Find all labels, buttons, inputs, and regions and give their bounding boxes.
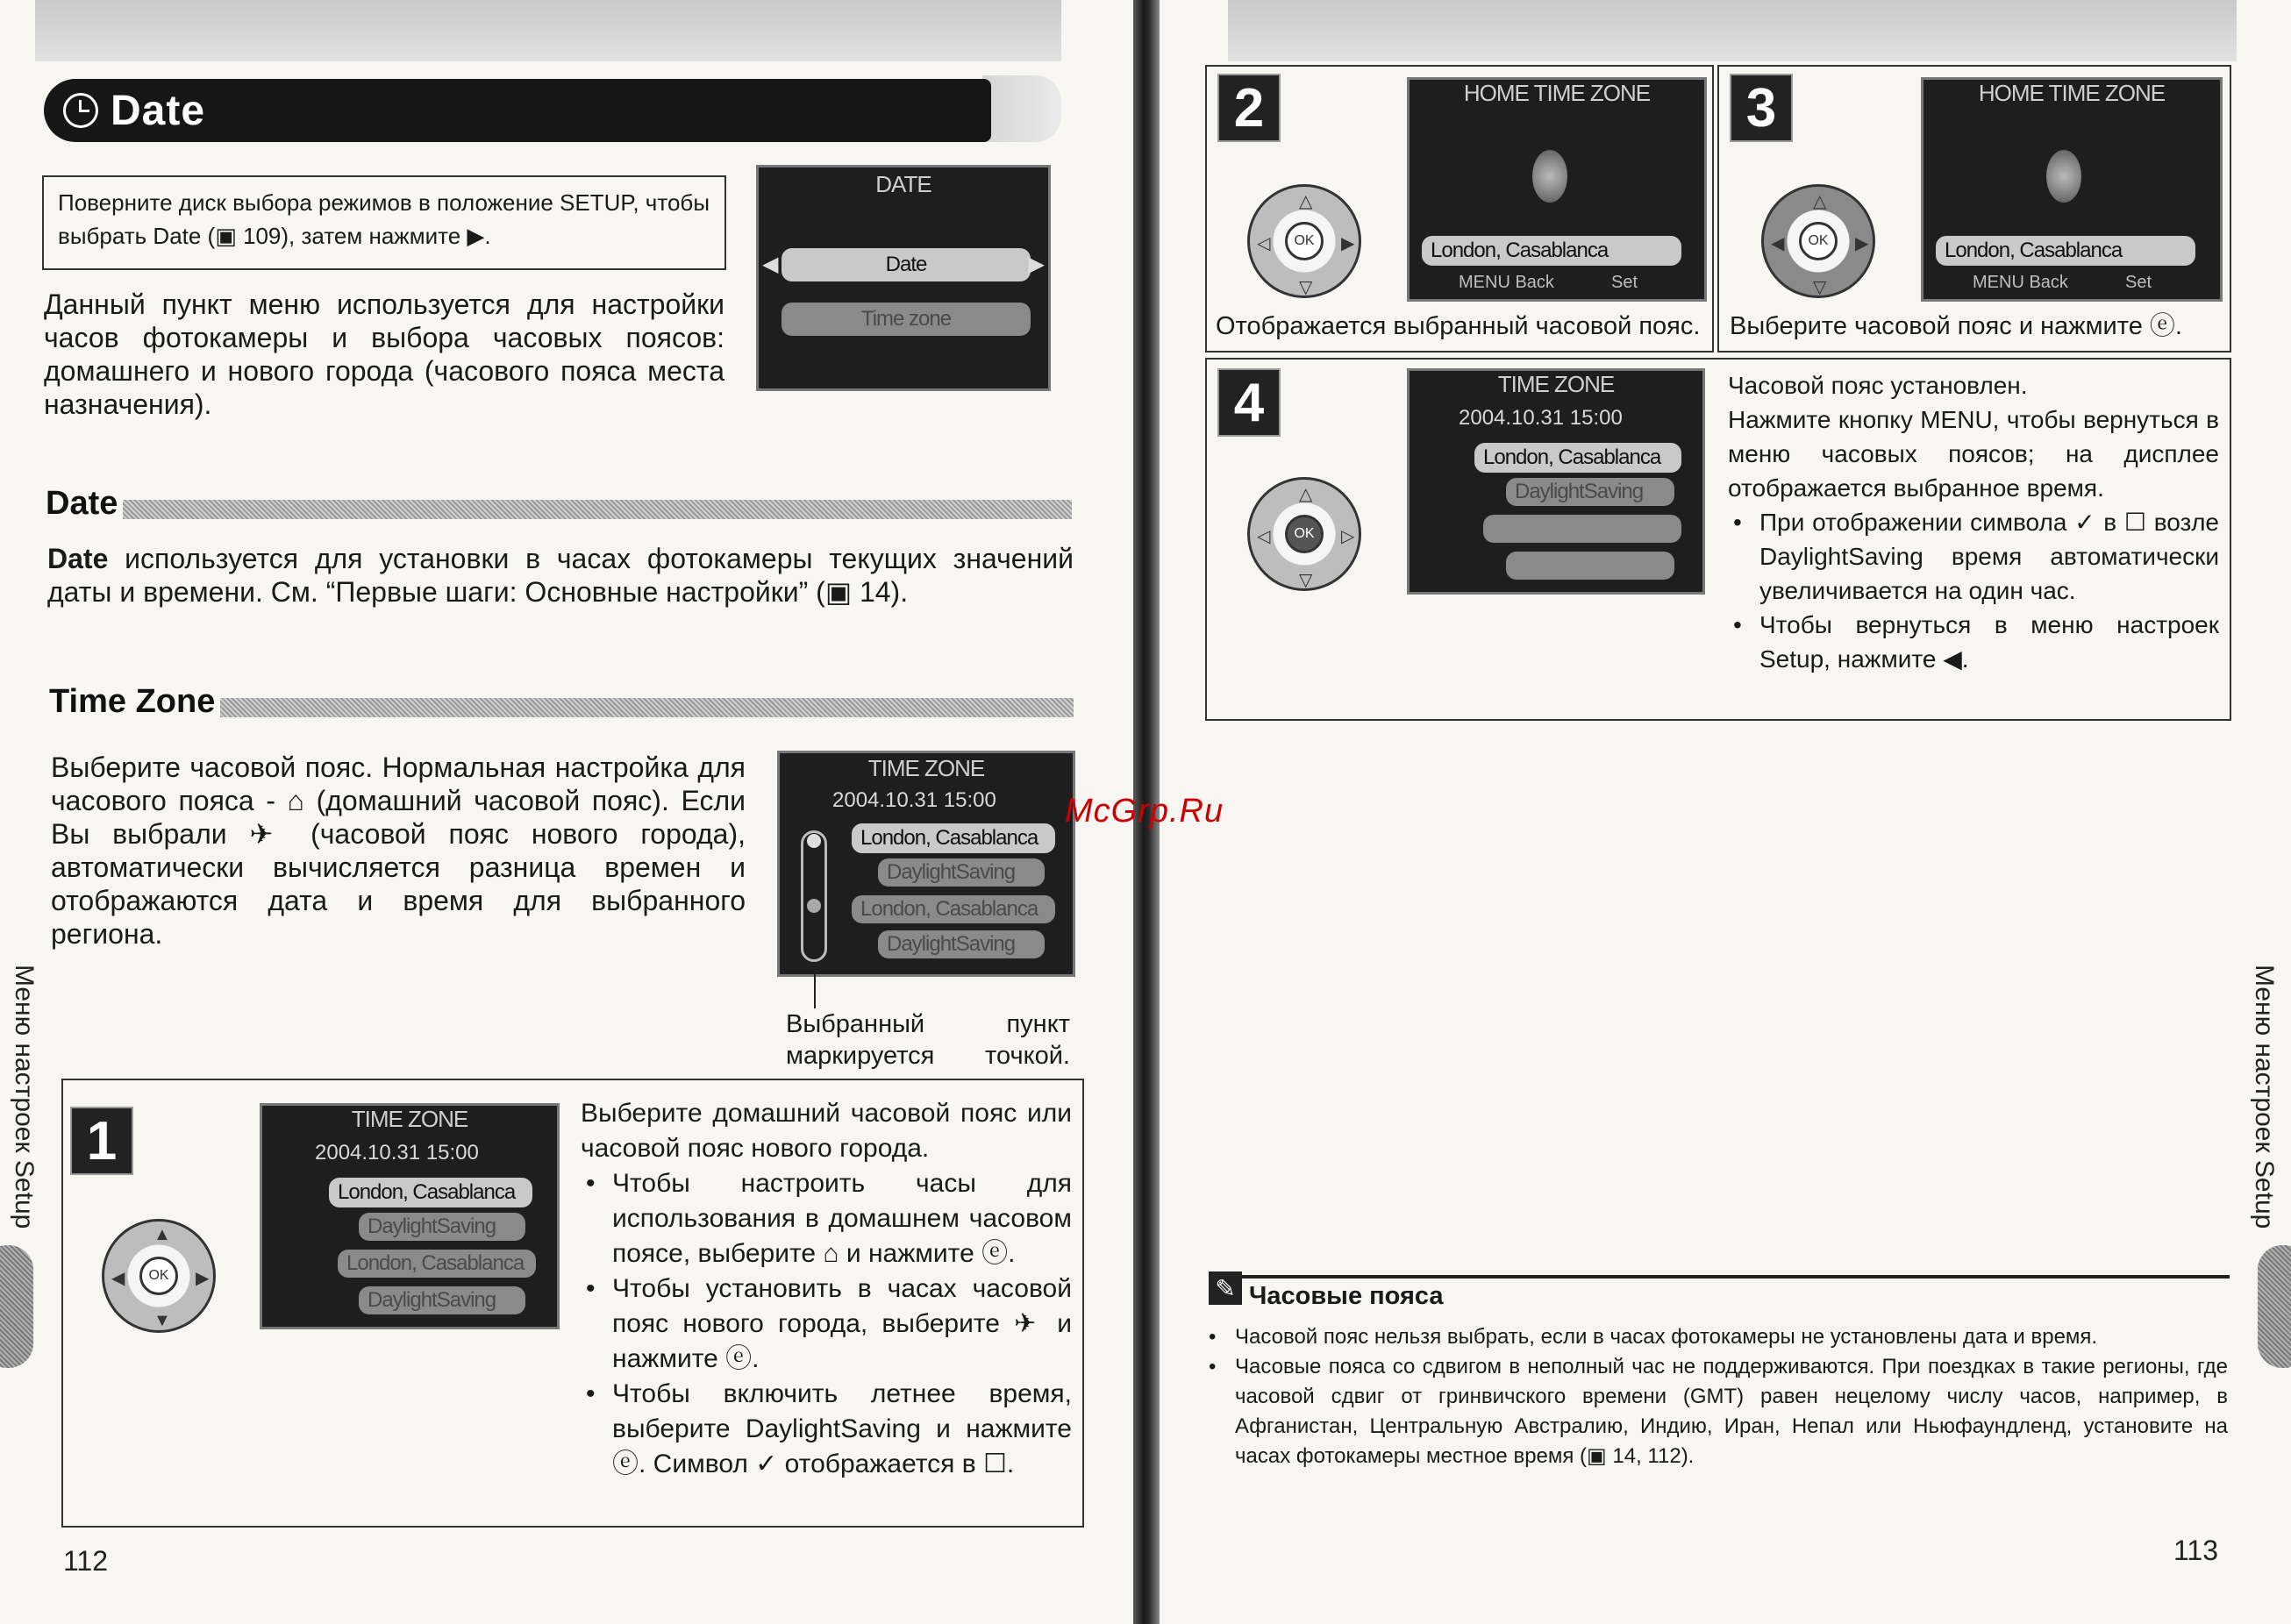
step3-back-hint: MENU Back <box>1973 273 2068 292</box>
tz-home-city[interactable]: London, Casablanca <box>852 823 1055 853</box>
step2-back-hint: MENU Back <box>1459 273 1554 292</box>
date-body: используется для установки в часах фотокамеры текущих значений даты и времени. См. “Первые шаги: Основные настройки” (▣ 14). <box>47 543 1074 608</box>
step1-dst2[interactable]: DaylightSaving <box>359 1286 525 1314</box>
step4-dst[interactable]: DaylightSaving <box>1506 478 1674 506</box>
right-side-label: Меню настроек Setup <box>2250 965 2279 1229</box>
step4-multiselector-icon: △ ▽ ◁ ▷ OK <box>1247 477 1361 591</box>
step4-number: 4 <box>1217 368 1281 437</box>
step4-bullet: • При отображении символа ✓ в ☐ возле DaylightSaving время автоматически увеличивается на один час. <box>1728 505 2219 608</box>
left-side-label: Меню настроек Setup <box>10 965 39 1229</box>
globe-icon <box>1532 150 1567 203</box>
step1-dst[interactable]: DaylightSaving <box>359 1213 525 1241</box>
clock-icon <box>63 93 98 128</box>
step2-set-hint: Set <box>1611 273 1638 292</box>
step1-bullet: • Чтобы настроить часы для использования в домашнем часовом поясе, выберите ⌂ и нажмите ⓔ. <box>581 1166 1072 1271</box>
section-date-heading: Date <box>46 479 1072 523</box>
watermark: McGrp.Ru <box>1065 793 1224 830</box>
step1-bullets <box>581 1166 1072 1482</box>
step1-screen <box>260 1103 560 1329</box>
left-side-tab <box>0 1245 33 1368</box>
home-dot-icon <box>807 834 821 848</box>
tz-selector-bracket <box>801 830 827 962</box>
section-date-text <box>47 542 1074 609</box>
title-bar-fade <box>982 75 1061 142</box>
date-menu-title: DATE <box>875 171 931 197</box>
step1-travel-city[interactable]: London, Casablanca <box>338 1250 536 1278</box>
page-title-bar <box>44 79 991 142</box>
step4-datetime: 2004.10.31 15:00 <box>1459 406 1623 430</box>
step4-dst2-placeholder <box>1506 552 1674 580</box>
step3-screen <box>1921 77 2223 302</box>
step1-bullet: • Чтобы включить летнее время, выберите DaylightSaving и нажмите ⓔ. Символ ✓ отображается в ☐. <box>581 1377 1072 1482</box>
step4-bullet: • Чтобы вернуться в меню настроек Setup, нажмите ◀. <box>1728 608 2219 676</box>
step1-bullet: • Чтобы установить в часах часовой пояс нового города, выберите ✈ и нажмите ⓔ. <box>581 1271 1072 1377</box>
step3-city[interactable]: London, Casablanca <box>1936 236 2195 266</box>
step2-caption: Отображается выбранный часовой пояс. <box>1216 312 1701 340</box>
left-top-band <box>35 0 1061 61</box>
step1-datetime: 2004.10.31 15:00 <box>315 1141 479 1165</box>
step3-screen-title: HOME TIME ZONE <box>1978 80 2166 106</box>
menu-item-date[interactable]: Date <box>782 248 1031 281</box>
step1-screen-title: TIME ZONE <box>351 1106 468 1132</box>
timezone-screen <box>777 751 1075 977</box>
note-rule <box>1209 1275 2230 1279</box>
menu-item-time-zone[interactable]: Time zone <box>782 303 1031 336</box>
step4-line1: Часовой пояс установлен. <box>1728 372 2028 399</box>
tz-datetime: 2004.10.31 15:00 <box>832 788 996 812</box>
step2-multiselector-icon: △ ▽ ◁ ▶ OK <box>1247 184 1361 298</box>
step4-bullets <box>1728 505 2219 676</box>
step3-caption: Выберите часовой пояс и нажмите ⓔ. <box>1730 312 2182 340</box>
intro-text: Данный пункт меню используется для настройки часов фотокамеры и выбора часовых поясов: домашнего и нового города (часового пояса места назначения). <box>44 288 724 420</box>
globe-icon <box>2046 150 2081 203</box>
pencil-note-icon: ✎ <box>1209 1271 1242 1305</box>
note-bullet: • Часовой пояс нельзя выбрать, если в часах фотокамеры не установлены дата и время. <box>1203 1322 2228 1352</box>
right-top-band <box>1228 0 2237 61</box>
note-bullet: • Часовые пояса со сдвигом в неполный час не поддерживаются. При поездках в такие регионы, где часовой сдвиг от гринвичского времени (GMT) равен нецелому числу часов, например, в Афганистан, Центральную Австралию, Индию, Иран, Непал или Ньюфаундленд, установите на часах фотокамеры местное время (▣ 14, 112). <box>1203 1352 2228 1471</box>
date-menu-screen <box>756 165 1051 391</box>
step4-screen-title: TIME ZONE <box>1497 371 1615 397</box>
step4-city[interactable]: London, Casablanca <box>1474 443 1681 473</box>
tz-screen-title: TIME ZONE <box>867 755 985 781</box>
step3-multiselector-icon: △ ▽ ◀ ▶ OK <box>1761 184 1875 298</box>
section-timezone-text: Выберите часовой пояс. Нормальная настройка для часового пояса - ⌂ (домашний часовой пояс). Если Вы выбрали ✈ (часовой пояс нового города), автоматически вычисляется разница времен и отображаются дата и время для выбранного региона. <box>51 751 746 950</box>
step2-number: 2 <box>1217 74 1281 142</box>
tz-dst2[interactable]: DaylightSaving <box>878 930 1045 958</box>
tz-dst[interactable]: DaylightSaving <box>878 858 1045 887</box>
section-timezone-heading: Time Zone <box>49 677 1074 721</box>
left-arrow-icon: ◀ <box>762 253 779 276</box>
step1-intro: Выберите домашний часовой пояс или часовой пояс нового города. <box>581 1099 1072 1163</box>
step2-screen-title: HOME TIME ZONE <box>1463 80 1651 106</box>
tz-caption: Выбранный пункт маркируется точкой. <box>786 1010 1070 1070</box>
callout-line <box>814 972 816 1008</box>
tz-travel-city[interactable]: London, Casablanca <box>852 895 1055 923</box>
page-number-right: 113 <box>2173 1535 2219 1566</box>
setup-note: Поверните диск выбора режимов в положение SETUP, чтобы выбрать Date (▣ 109), затем нажмите ▶. <box>42 175 726 270</box>
page-number-left: 112 <box>63 1545 109 1577</box>
page-title: Date <box>111 87 206 134</box>
step2-city[interactable]: London, Casablanca <box>1422 236 1681 266</box>
travel-dot-icon <box>807 899 821 913</box>
step4-line2: Нажмите кнопку MENU, чтобы вернуться в меню часовых поясов; на дисплее отображается выбранное время. <box>1728 406 2219 502</box>
step2-screen <box>1407 77 1707 302</box>
date-bold: Date <box>47 543 109 574</box>
step4-screen <box>1407 368 1705 595</box>
note-bullets <box>1203 1322 2228 1471</box>
note-body <box>1203 1322 2228 1471</box>
step1-multiselector-icon: ▲ ▼ ◀ ▶ OK <box>102 1219 216 1333</box>
step1-number: 1 <box>70 1107 133 1175</box>
right-arrow-icon: ▶ <box>1028 253 1045 276</box>
step1-home-city[interactable]: London, Casablanca <box>329 1178 532 1207</box>
step3-number: 3 <box>1730 74 1793 142</box>
note-title: Часовые пояса <box>1249 1282 1444 1310</box>
step4-text <box>1728 368 2219 676</box>
step4-travel-placeholder <box>1483 515 1681 543</box>
step3-set-hint: Set <box>2125 273 2152 292</box>
right-side-tab <box>2258 1245 2291 1368</box>
step1-text <box>581 1096 1072 1482</box>
